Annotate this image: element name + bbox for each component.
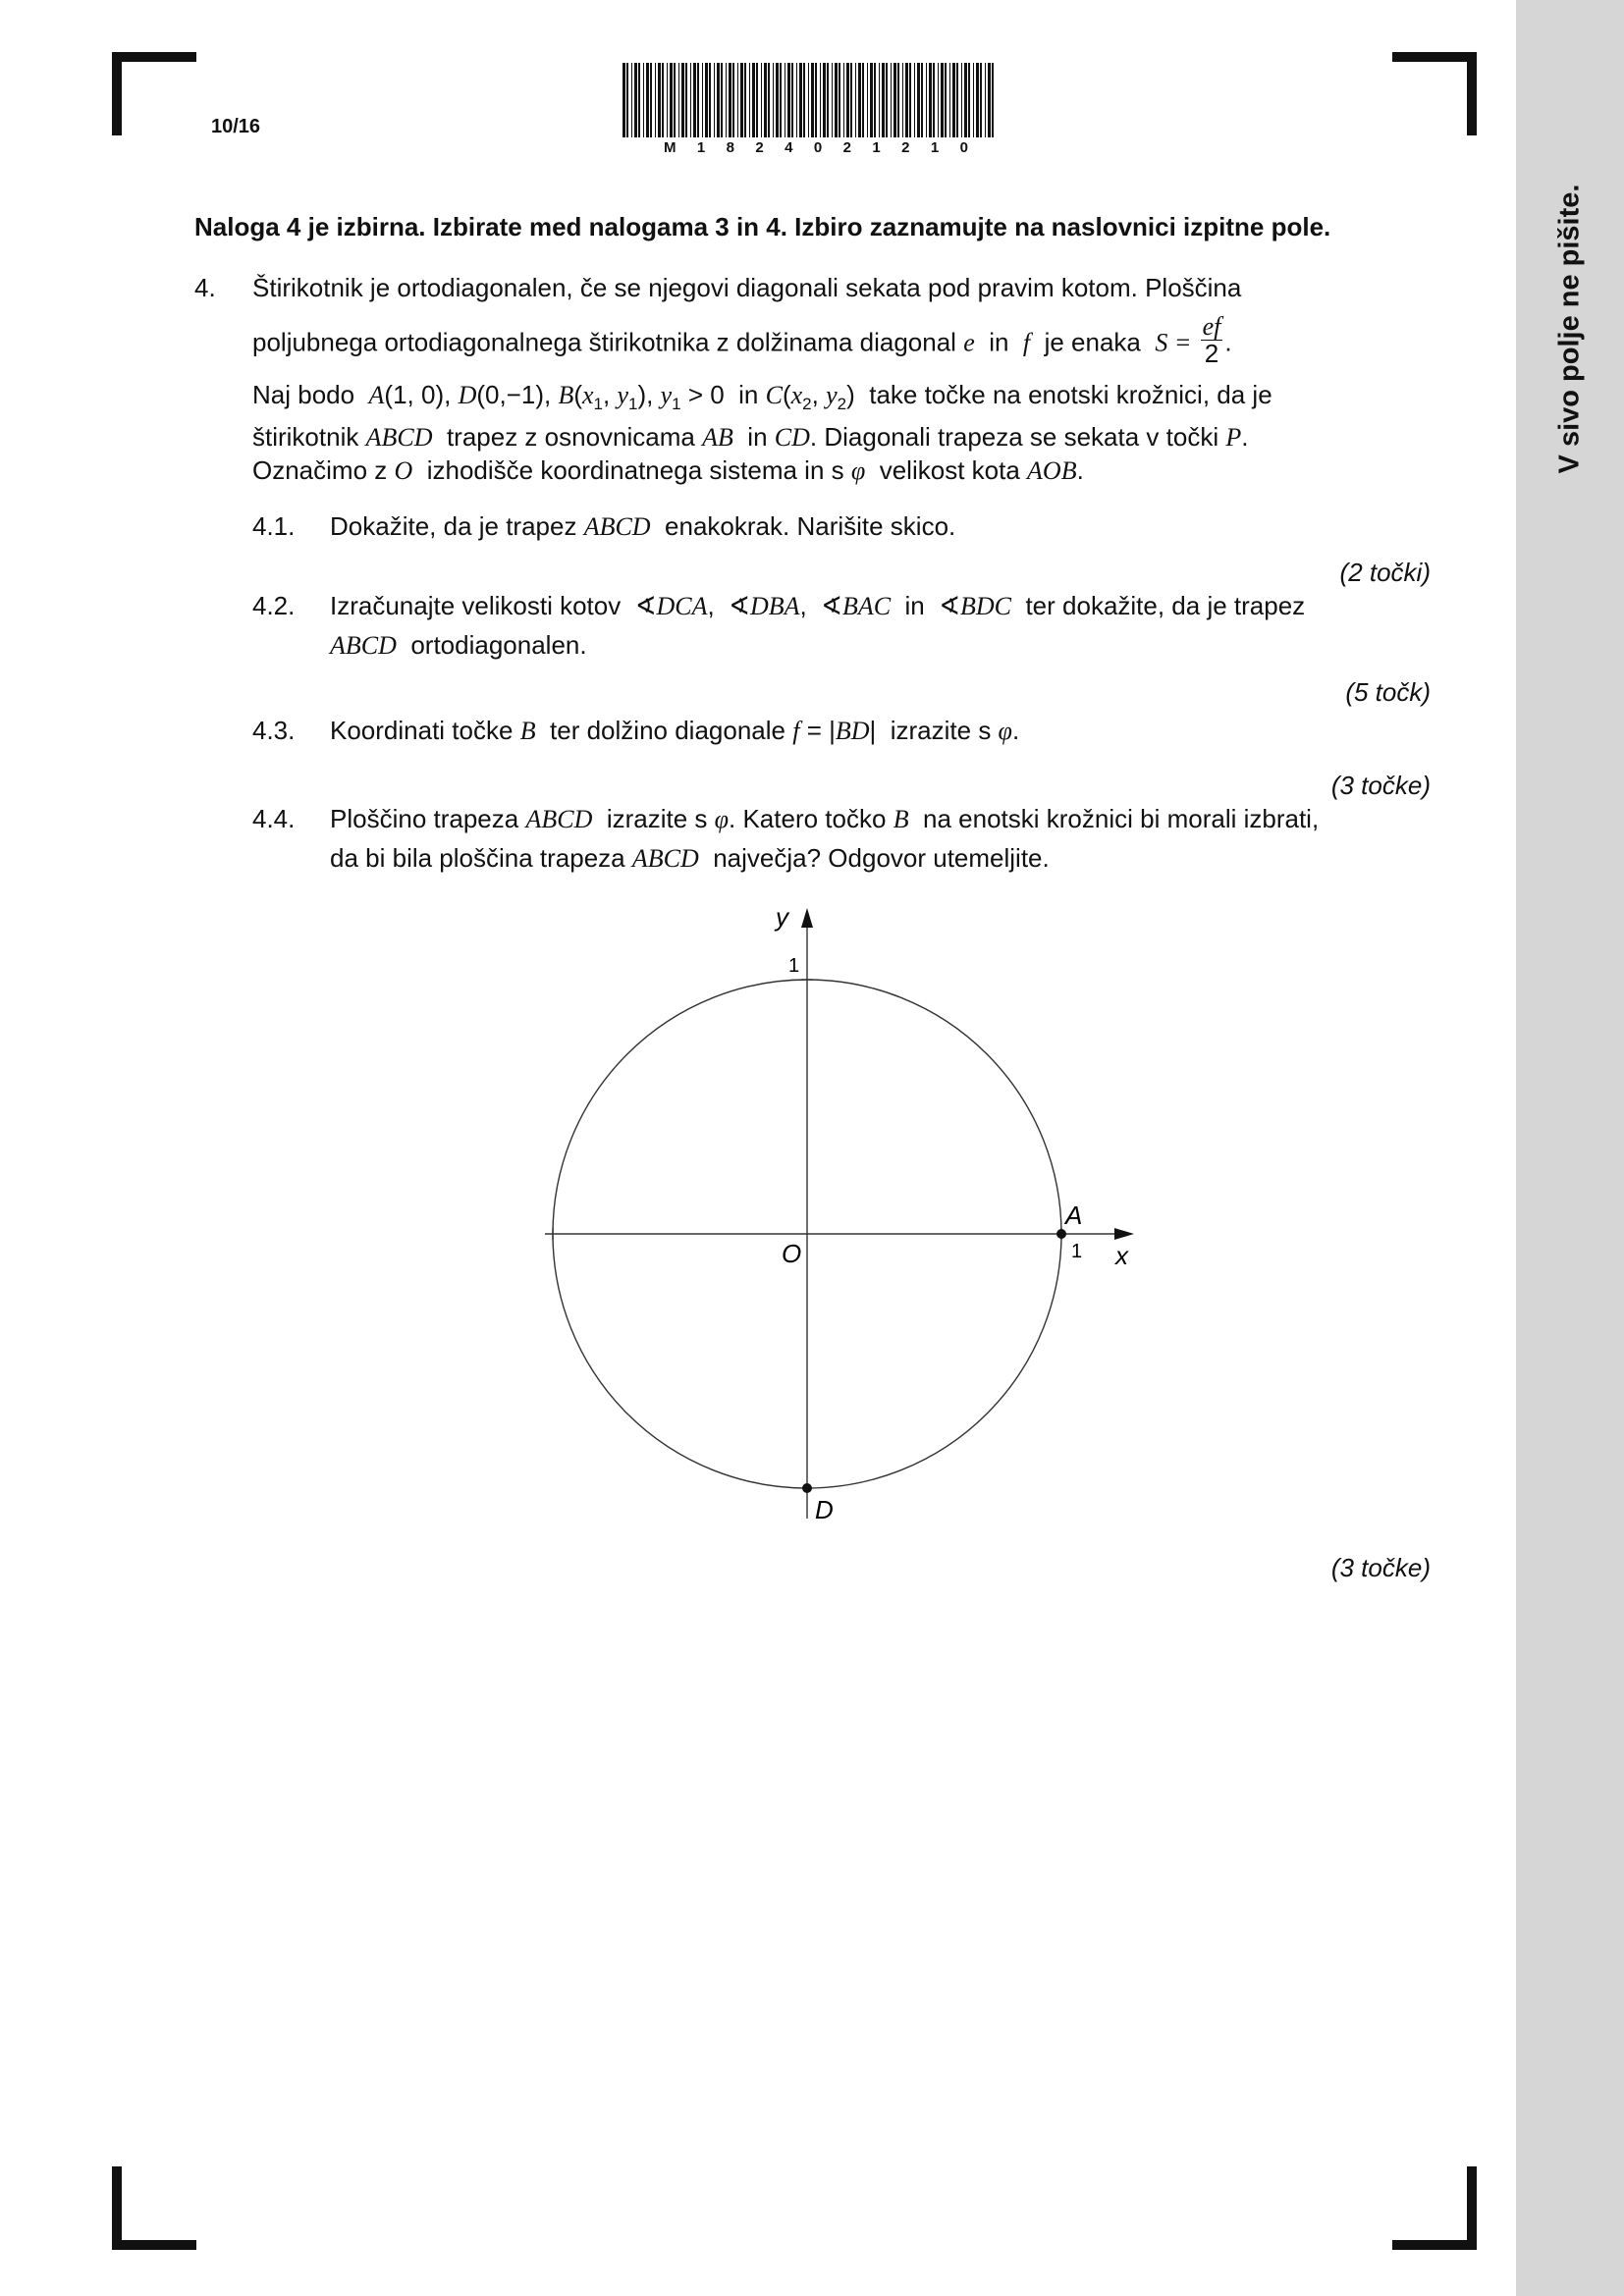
barcode-bar <box>902 63 903 137</box>
barcode-bar <box>914 63 915 137</box>
barcode-bar <box>893 63 896 137</box>
barcode-bar <box>823 63 826 137</box>
barcode-bar <box>988 63 991 137</box>
formula-fraction: $\frac{ef}{2}$ <box>1202 312 1221 368</box>
barcode-bar <box>623 63 625 137</box>
barcode-bar <box>685 63 687 137</box>
barcode-bar <box>749 63 750 137</box>
barcode-bar <box>776 63 779 137</box>
barcode-bar <box>980 63 982 137</box>
subtask-4-3-text: Koordinati točke B ter dolžino diagonale f = |BD| izrazite s φ. <box>330 716 1020 745</box>
barcode-bar <box>992 63 994 137</box>
barcode-bar <box>787 63 790 137</box>
barcode-bar <box>670 63 673 137</box>
barcode-bar <box>650 63 652 137</box>
barcode-bar <box>905 63 908 137</box>
barcode-bar <box>697 63 699 137</box>
barcode-digit: 2 <box>755 139 764 156</box>
tick-x-label: 1 <box>1071 1241 1083 1262</box>
barcode-bar <box>839 63 840 137</box>
barcode-bar <box>705 63 708 137</box>
barcode-bar <box>862 63 864 137</box>
point-A-label: A <box>1065 1201 1083 1230</box>
barcode-bar <box>752 63 755 137</box>
barcode-bar <box>843 63 844 137</box>
barcode-digit: 1 <box>930 139 940 156</box>
subtask-number: 4.2. <box>252 591 296 620</box>
barcode-bar <box>945 63 947 137</box>
axis-y-label: y <box>776 902 788 932</box>
barcode-bar <box>811 63 814 137</box>
subtask-number: 4.3. <box>252 716 296 745</box>
barcode-bar <box>832 63 833 137</box>
barcode-digit: 1 <box>872 139 881 156</box>
barcode-bar <box>886 63 888 137</box>
subtask-4-1-text: Dokažite, da je trapez ABCD enakokrak. Narišite skico. <box>330 511 956 541</box>
barcode-bar <box>952 63 955 137</box>
barcode-bar <box>803 63 805 137</box>
task-number: 4. <box>194 273 216 302</box>
barcode-bar <box>721 63 723 137</box>
barcode-bar <box>702 63 703 137</box>
barcode-bar <box>796 63 797 137</box>
barcode-bar <box>658 63 661 137</box>
task-line-3: Naj bodo A(1, 0), D(0,−1), $B(x_1$, $y_1$), $y_1 > 0$ in $C(x_2$, $y_2$) take točke na enotski krožnici, da je <box>252 380 1272 414</box>
barcode-bar <box>773 63 774 137</box>
barcode-bar <box>646 63 649 137</box>
point-A <box>1056 1229 1066 1239</box>
barcode <box>623 63 998 137</box>
barcode-bar <box>791 63 793 137</box>
barcode-bar <box>921 63 923 137</box>
barcode-bar <box>740 63 743 137</box>
y-axis-arrow-icon <box>801 908 813 928</box>
barcode-bar <box>891 63 892 137</box>
subtask-number: 4.4. <box>252 804 296 833</box>
task-line-5: Označimo z O izhodišče koordinatnega sistema in s φ velikost kota AOB. <box>252 455 1084 485</box>
page-number: 10/16 <box>211 116 261 137</box>
barcode-bar <box>808 63 809 137</box>
barcode-bar <box>674 63 676 137</box>
barcode-bar <box>855 63 856 137</box>
barcode-bar <box>949 63 950 137</box>
points-4-1: (2 točki) <box>1339 558 1431 587</box>
barcode-digit: 8 <box>726 139 734 156</box>
barcode-bar <box>933 63 935 137</box>
barcode-digits <box>664 139 968 156</box>
gray-strip-notice: V sivo polje ne pišite. <box>1553 184 1586 474</box>
barcode-bar <box>938 63 939 137</box>
barcode-bar <box>634 63 637 137</box>
barcode-bar <box>717 63 720 137</box>
barcode-bar <box>973 63 974 137</box>
x-axis-arrow-icon <box>1114 1228 1134 1240</box>
task-line-1: Štirikotnik je ortodiagonalen, če se njegovi diagonali sekata pod pravim kotom. Ploščina <box>252 273 1242 302</box>
barcode-bar <box>714 63 715 137</box>
barcode-bar <box>690 63 691 137</box>
barcode-bar <box>867 63 868 137</box>
barcode-bar <box>662 63 664 137</box>
barcode-bar <box>626 63 628 137</box>
barcode-bar <box>678 63 679 137</box>
points-4-2: (5 točk) <box>1345 677 1431 707</box>
barcode-bar <box>985 63 986 137</box>
barcode-bar <box>815 63 817 137</box>
barcode-bar <box>768 63 770 137</box>
barcode-bar <box>729 63 731 137</box>
barcode-bar <box>737 63 738 137</box>
barcode-bar <box>638 63 640 137</box>
subtask-4-2-text: Izračunajte velikosti kotov ∢DCA, ∢DBA, ∢BAC in ∢BDC ter dokažite, da je trapez <box>330 591 1306 620</box>
origin-label: O <box>782 1239 802 1268</box>
barcode-bar <box>726 63 727 137</box>
barcode-bar <box>964 63 967 137</box>
barcode-bar <box>879 63 880 137</box>
barcode-bar <box>693 63 696 137</box>
barcode-bar <box>874 63 876 137</box>
subtask-number: 4.1. <box>252 511 296 541</box>
barcode-digit: 0 <box>813 139 823 156</box>
barcode-digit: 1 <box>696 139 706 156</box>
barcode-bar <box>909 63 911 137</box>
instruction-heading: Naloga 4 je izbirna. Izbirate med nalogama 3 in 4. Izbiro zaznamujte na naslovnici izpitne pole. <box>194 212 1331 241</box>
barcode-bar <box>756 63 758 137</box>
barcode-digit: 2 <box>842 139 851 156</box>
barcode-bar <box>764 63 767 137</box>
barcode-bar <box>799 63 802 137</box>
barcode-bar <box>926 63 927 137</box>
barcode-bar <box>709 63 711 137</box>
barcode-bar <box>897 63 899 137</box>
points-4-3: (3 točke) <box>1330 771 1431 800</box>
barcode-bar <box>643 63 644 137</box>
barcode-bar <box>961 63 962 137</box>
barcode-bar <box>681 63 684 137</box>
barcode-bar <box>968 63 970 137</box>
barcode-bar <box>858 63 861 137</box>
barcode-bar <box>846 63 849 137</box>
point-D-label: D <box>815 1495 834 1524</box>
barcode-bar <box>941 63 944 137</box>
points-4-4: (3 točke) <box>1330 1553 1431 1582</box>
barcode-digit: M <box>664 139 677 156</box>
barcode-bar <box>744 63 746 137</box>
barcode-bar <box>835 63 838 137</box>
barcode-bar <box>827 63 829 137</box>
subtask-4-2-text-cont: ABCD ortodiagonalen. <box>330 630 587 660</box>
barcode-bar <box>850 63 852 137</box>
subtask-4-4-text: Ploščino trapeza ABCD izrazite s φ. Katero točko B na enotski krožnici bi morali izbrati, <box>330 804 1320 833</box>
barcode-bar <box>667 63 668 137</box>
barcode-bar <box>631 63 632 137</box>
task-line-2: poljubnega ortodiagonalnega štirikotnika z dolžinama diagonal e in f je enaka S = $\frac{ef}{2}$ . <box>252 312 1232 368</box>
axis-x-label: x <box>1115 1241 1128 1270</box>
barcode-bar <box>820 63 821 137</box>
barcode-bar <box>655 63 656 137</box>
tick-y-label: 1 <box>788 955 800 977</box>
barcode-bar <box>976 63 979 137</box>
point-D <box>802 1483 812 1493</box>
barcode-digit: 0 <box>959 139 968 156</box>
barcode-bar <box>780 63 782 137</box>
barcode-digit: 4 <box>785 139 793 156</box>
task-line-4: štirikotnik ABCD trapez z osnovnicama AB in CD. Diagonali trapeza se sekata v točki P. <box>252 422 1249 452</box>
barcode-bar <box>761 63 762 137</box>
barcode-digit: 2 <box>901 139 910 156</box>
barcode-bar <box>882 63 885 137</box>
barcode-bar <box>732 63 734 137</box>
barcode-bar <box>917 63 920 137</box>
barcode-bar <box>870 63 873 137</box>
barcode-bar <box>929 63 932 137</box>
subtask-4-4-text-cont: da bi bila ploščina trapeza ABCD največja? Odgovor utemeljite. <box>330 843 1050 873</box>
unit-circle-figure <box>530 898 1159 1526</box>
barcode-bar <box>956 63 958 137</box>
